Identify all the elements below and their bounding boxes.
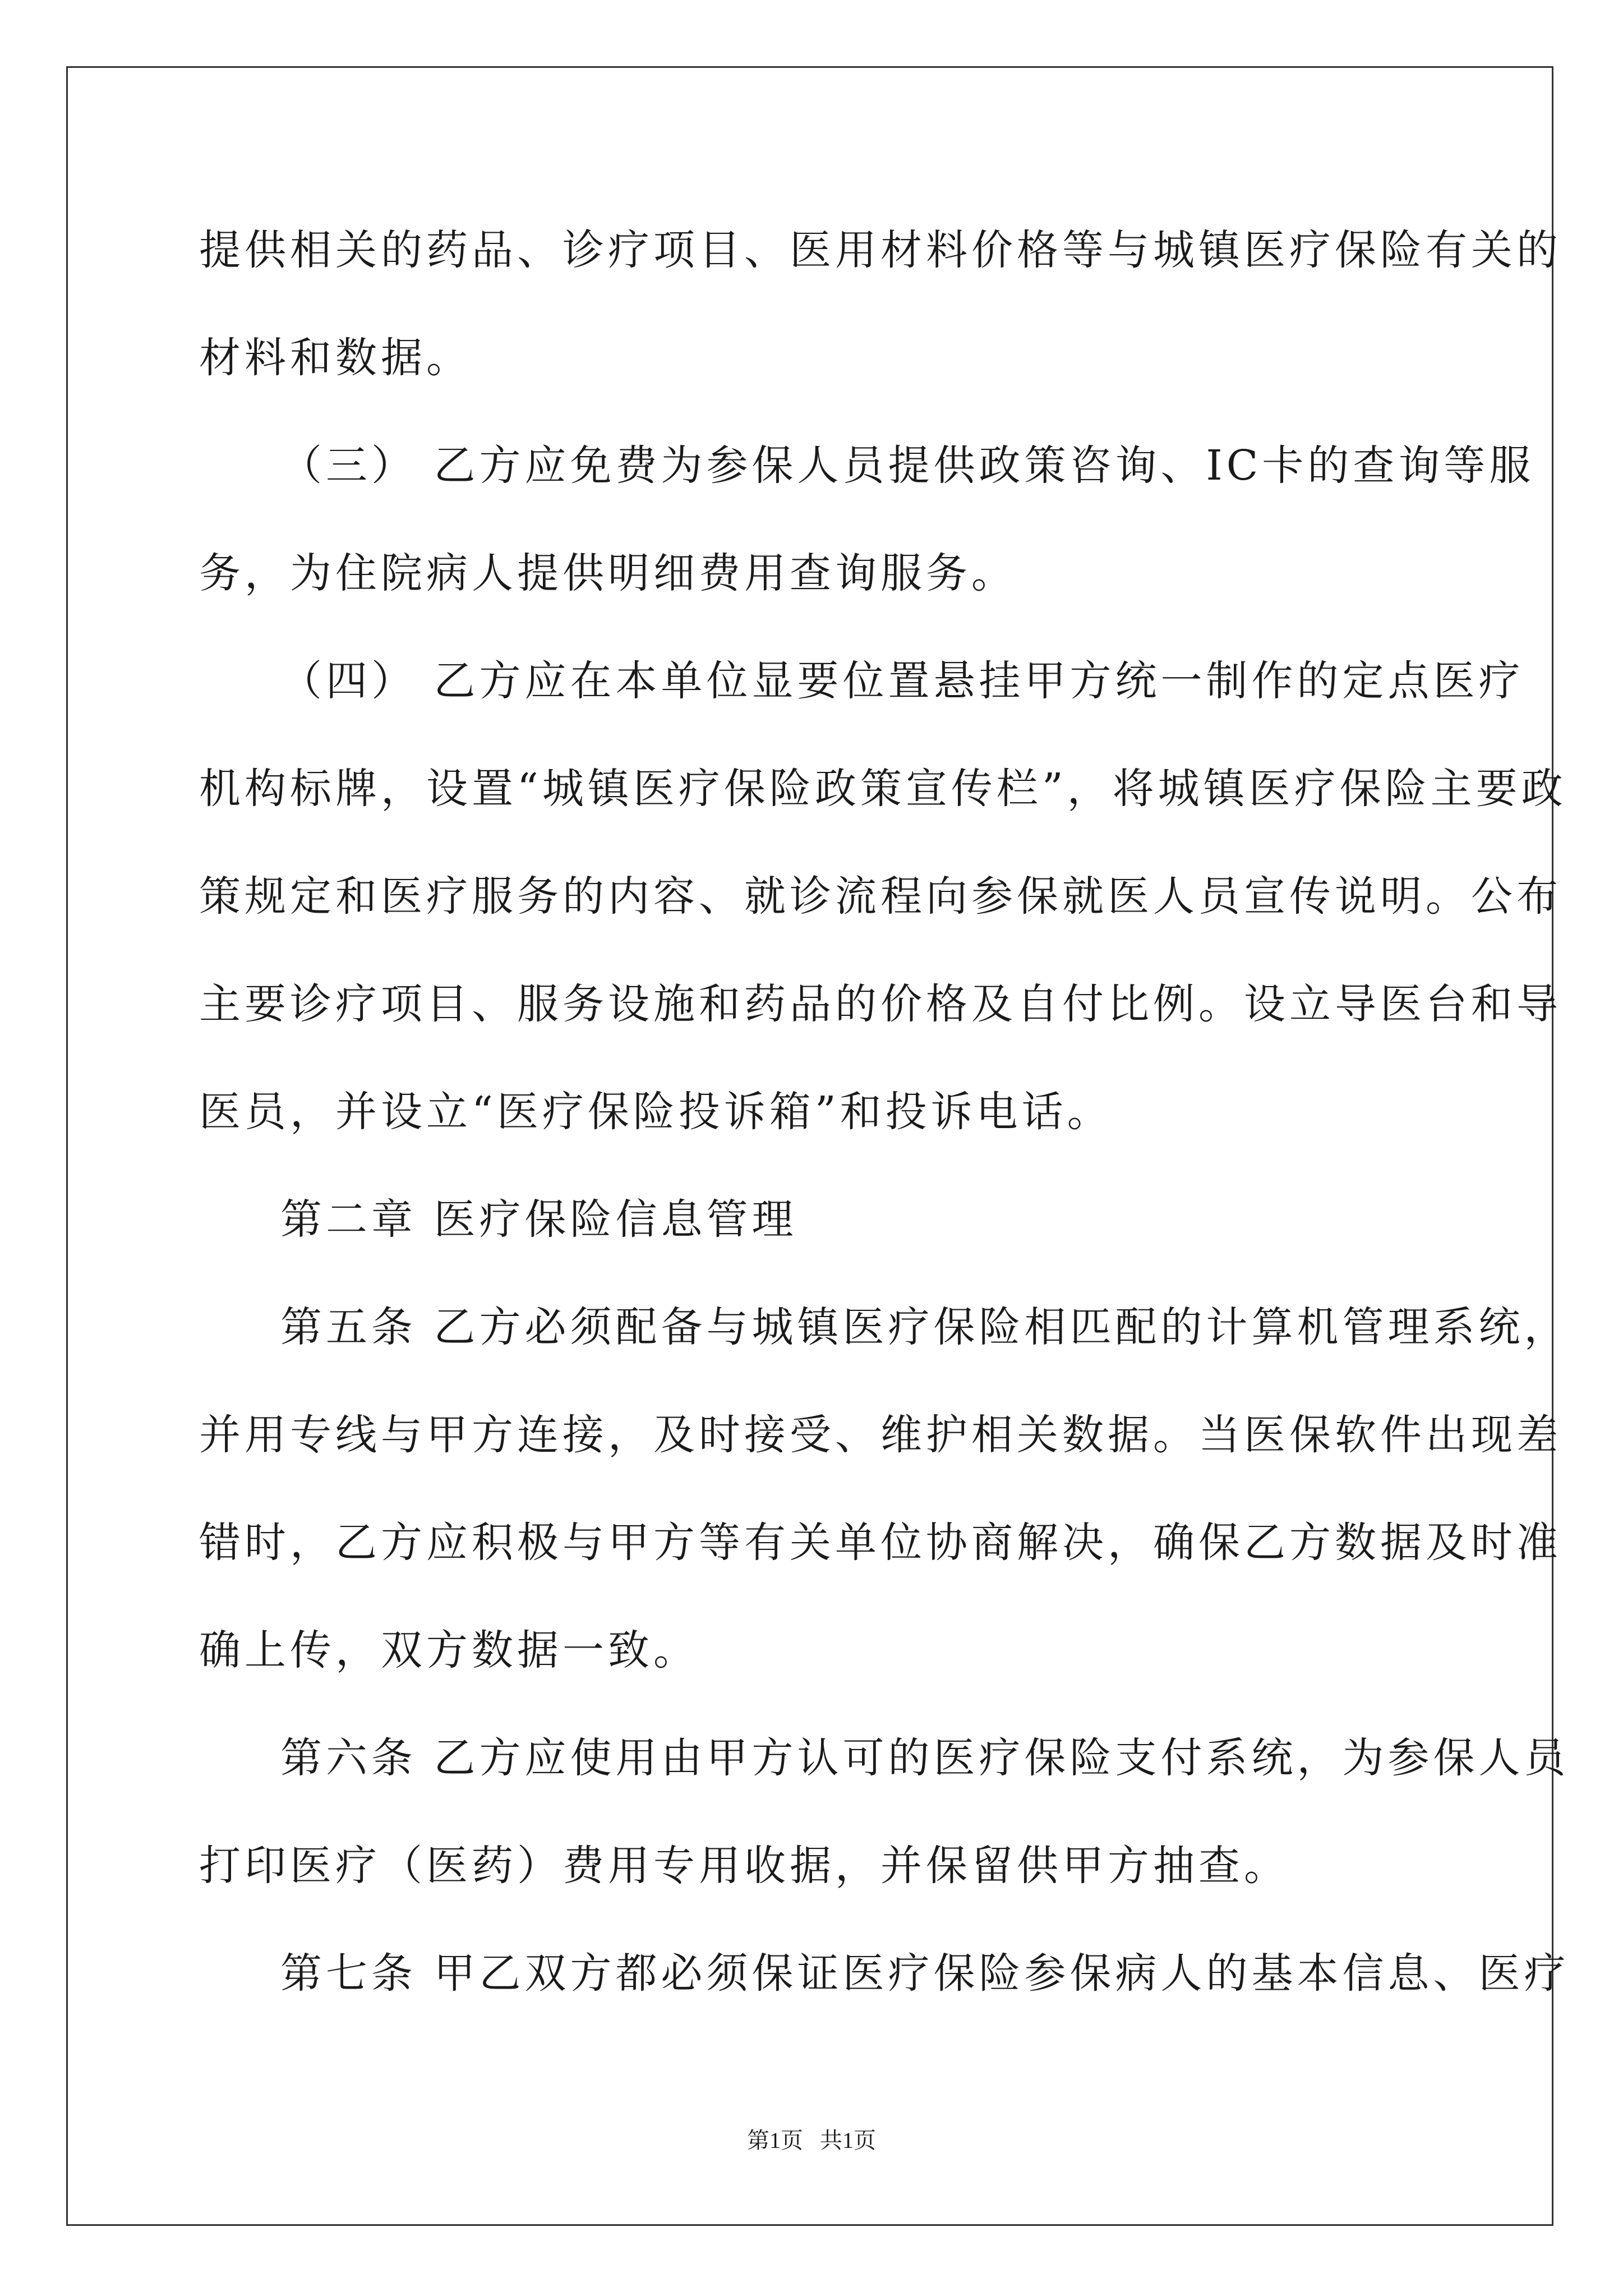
- text-line: 主要诊疗项目、服务设施和药品的价格及自付比例。设立导医台和导: [199, 980, 1562, 1028]
- text-line: 并用专线与甲方连接，及时接受、维护相关数据。当医保软件出现差: [199, 1411, 1562, 1459]
- text-line: 打印医疗（医药）费用专用收据，并保留供甲方抽查。: [199, 1842, 1289, 1890]
- text-line: 医员，并设立“医疗保险投诉箱”和投诉电话。: [199, 1088, 1113, 1136]
- chapter-heading: 第二章 医疗保险信息管理: [280, 1195, 797, 1244]
- text-line: 提供相关的药品、诊疗项目、医用材料价格等与城镇医疗保险有关的: [199, 226, 1562, 274]
- page-footer: 第1页 共1页: [747, 2128, 876, 2153]
- text-line: 错时，乙方应积极与甲方等有关单位协商解决，确保乙方数据及时准: [199, 1519, 1562, 1567]
- text-line: 策规定和医疗服务的内容、就诊流程向参保就医人员宣传说明。公布: [199, 872, 1562, 921]
- text-line: 第六条 乙方应使用由甲方认可的医疗保险支付系统，为参保人员: [280, 1734, 1570, 1782]
- text-line: （四） 乙方应在本单位显要位置悬挂甲方统一制作的定点医疗: [280, 657, 1524, 705]
- text-line: 第七条 甲乙双方都必须保证医疗保险参保病人的基本信息、医疗: [280, 1949, 1570, 1998]
- text-line: 确上传，双方数据一致。: [199, 1626, 699, 1674]
- text-line: （三） 乙方应免费为参保人员提供政策咨询、IC卡的查询等服: [280, 441, 1535, 490]
- page-border: [66, 66, 1553, 2226]
- text-line: 第五条 乙方必须配备与城镇医疗保险相匹配的计算机管理系统，: [280, 1303, 1570, 1351]
- text-line: 机构标牌，设置“城镇医疗保险政策宣传栏”，将城镇医疗保险主要政: [199, 765, 1567, 813]
- text-line: 务，为住院病人提供明细费用查询服务。: [199, 549, 1017, 597]
- text-line: 材料和数据。: [199, 334, 472, 382]
